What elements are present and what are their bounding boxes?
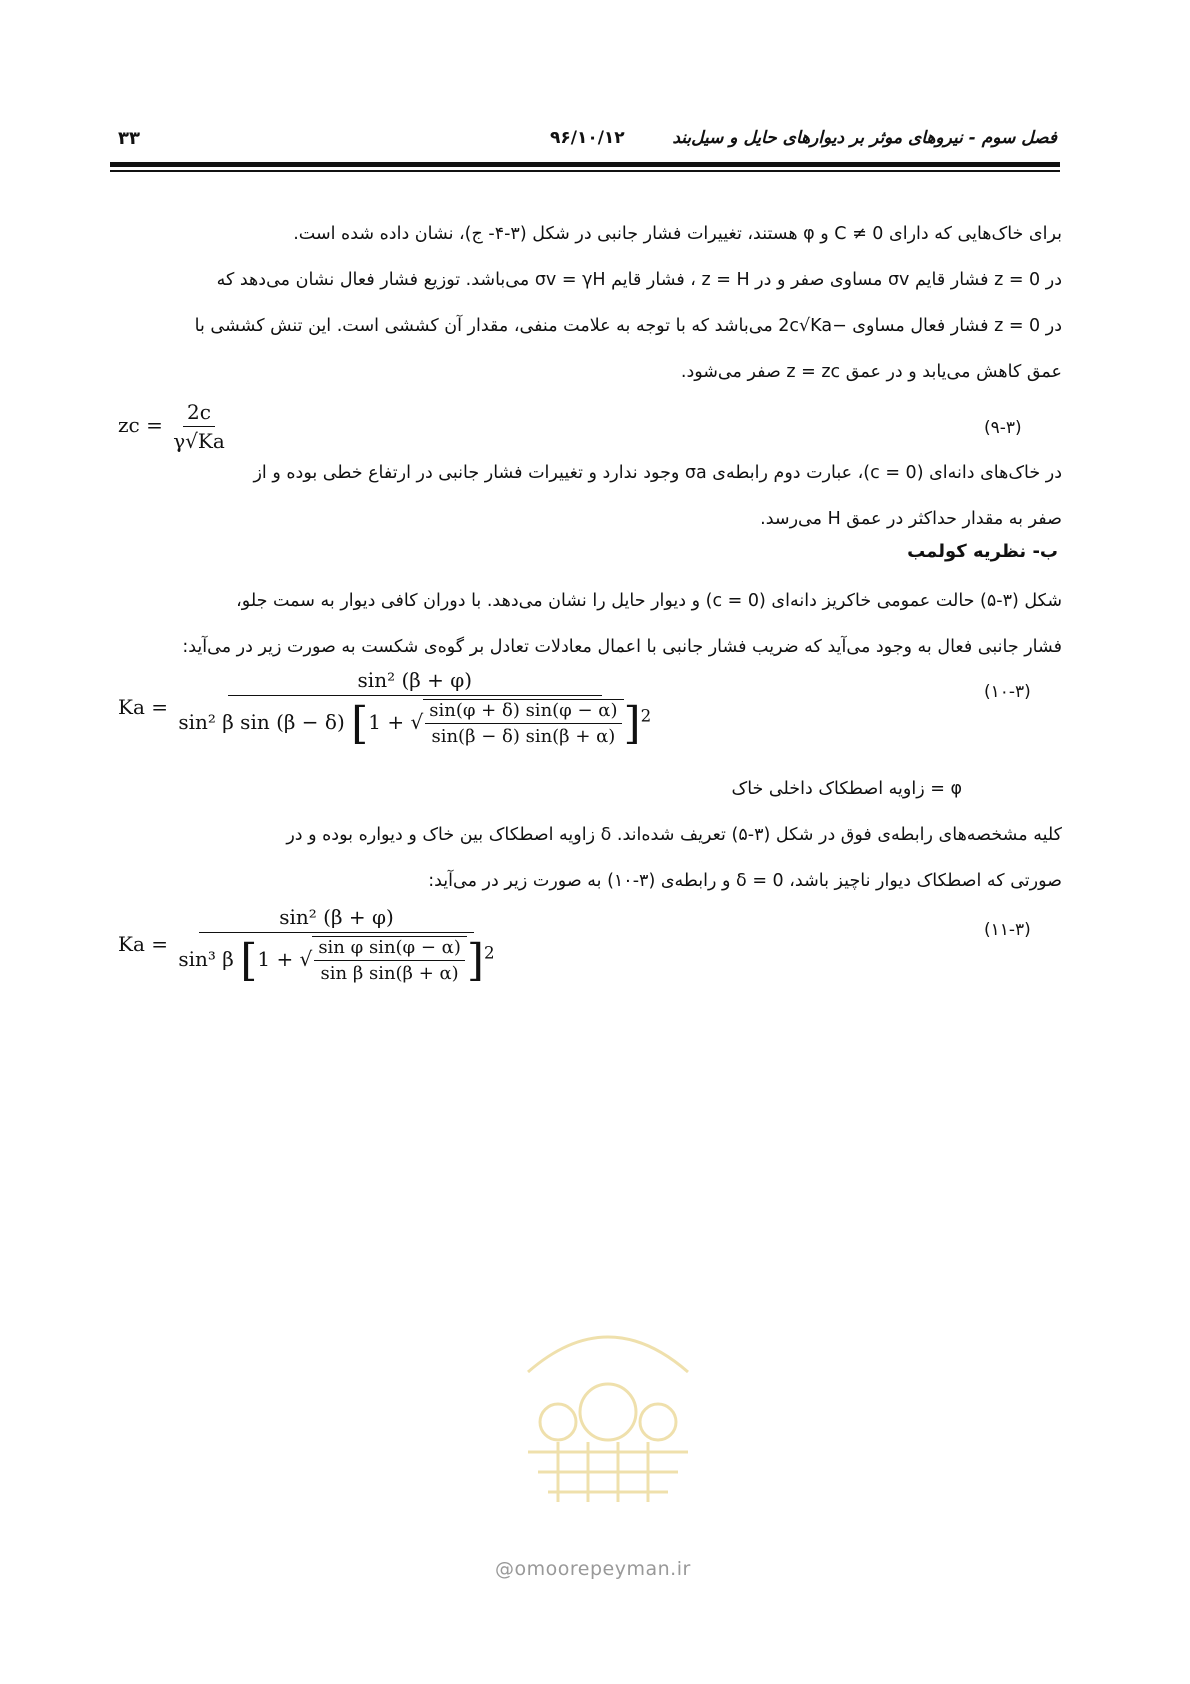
paragraph-3 [112, 578, 1062, 670]
header-rule-thin [110, 170, 1060, 172]
equation-fraction [169, 400, 229, 453]
equation-fraction [174, 668, 655, 749]
equation-10-3 [118, 668, 655, 749]
paragraph-line: کلیه مشخصه‌های رابطه‌ی فوق در شکل (۳-۵) تعریف شده‌اند. δ زاویه اصطکاک بین خاک و دیواره بوده و در [286, 825, 1062, 845]
equation-numerator: sin² (β + φ) [228, 668, 603, 696]
equation-number-11-3: (۱۱-۳) [984, 920, 1031, 940]
paragraph-line: برای خاک‌هایی که دارای C ≠ 0 و φ هستند، تغییرات فشار جانبی در شکل (۳-۴- ج)، نشان داده شده است. [293, 224, 1062, 244]
square-root [423, 699, 623, 747]
root-fraction [425, 700, 621, 747]
root-numerator: sin(φ + δ) sin(φ − α) [425, 700, 621, 724]
page-number: ۳۳ [118, 128, 140, 149]
root-denominator: sin(β − δ) sin(β + α) [431, 726, 616, 747]
equation-9-3 [118, 400, 229, 453]
equation-fraction [174, 905, 498, 986]
equation-lhs: Ka = [118, 695, 168, 719]
phi-definition-text: φ = زاویه اصطکاک داخلی خاک [731, 779, 962, 799]
header-date: ۹۶/۱۰/۱۲ [550, 128, 625, 148]
equation-denominator: γ√Ka [173, 429, 225, 453]
phi-definition [700, 766, 962, 812]
paragraph-line: در z = 0 فشار قایم σv مساوی صفر و در z = H ، فشار قایم σv = γH می‌باشد. توزیع فشار فعال نشان می‌دهد که [216, 270, 1062, 290]
paragraph-line: شکل (۳-۵) حالت عمومی خاکریز دانه‌ای (c = 0) و دیوار حایل را نشان می‌دهد. با دوران کافی دیوار به سمت جلو، [236, 591, 1062, 611]
equation-lhs: Ka = [118, 932, 168, 956]
paragraph-line: صفر به مقدار حداکثر در عمق H می‌رسد. [760, 509, 1062, 529]
watermark-text: @omoorepeyman.ir [495, 1558, 691, 1580]
equation-lhs: zc = [118, 413, 163, 437]
equation-numerator: sin² (β + φ) [199, 905, 474, 933]
equation-denominator: sin² β sin (β − δ) [1 + √ $\frac{\sin(\varphi + \delta) \sin(\varphi - \alpha)}{\sin(\beta - \delta) \sin(\beta + \alpha)}$ ]$^2$ [178, 698, 652, 749]
paragraph-line: در خاک‌های دانه‌ای (c = 0)، عبارت دوم رابطه‌ی σa وجود ندارد و تغییرات فشار جانبی در ارتفاع خطی بوده و از [253, 463, 1062, 483]
equation-denominator: sin³ β [1 + √ $\frac{\text{sin φ sin(φ − α)}}{\text{sin β sin(β + α)}}$ ]$^2$ [178, 935, 495, 986]
root-numerator: sin φ sin(φ − α) [314, 937, 465, 961]
paragraph-line: فشار جانبی فعال به وجود می‌آید که ضریب فشار جانبی با اعمال معادلات تعادل بر گوه‌ی شکست به صورت زیر در می‌آید: [182, 637, 1062, 657]
equation-denominator-prefix: sin² β sin (β − δ) [178, 710, 345, 734]
right-bracket: ] [623, 698, 641, 749]
paragraph-line: عمق کاهش می‌یابد و در عمق z = zc صفر می‌شود. [680, 362, 1062, 382]
paragraph-2 [112, 450, 1062, 542]
left-bracket: [ [240, 935, 258, 986]
chapter-title: فصل سوم - نیروهای موثر بر دیوارهای حایل و سیل‌بند [672, 128, 1057, 148]
paragraph-line: صورتی که اصطکاک دیوار ناچیز باشد، δ = 0 و رابطه‌ی (۳-۱۰) به صورت زیر در می‌آید: [428, 871, 1062, 891]
right-bracket: ] [466, 935, 485, 986]
equation-number-10-3: (۱۰-۳) [984, 682, 1031, 702]
root-fraction [314, 937, 465, 984]
paragraph-4 [112, 812, 1062, 904]
watermark-logo-icon [498, 1292, 718, 1512]
paragraph-line: در z = 0 فشار فعال مساوی −2c√Ka می‌باشد که با توجه به علامت منفی، مقدار آن کششی است. این تنش کششی با [194, 316, 1062, 336]
header-rule-thick [110, 162, 1060, 167]
equation-numerator: 2c [183, 400, 215, 427]
equation-11-3 [118, 905, 499, 986]
equation-denominator-prefix: sin³ β [178, 947, 234, 971]
equation-number-9-3: (۹-۳) [984, 418, 1022, 438]
root-denominator: sin β sin(β + α) [320, 963, 459, 984]
section-title: ب- نظریه کولمب [907, 541, 1058, 562]
left-bracket: [ [351, 698, 369, 749]
paragraph-1 [112, 211, 1062, 395]
square-root [312, 936, 467, 984]
